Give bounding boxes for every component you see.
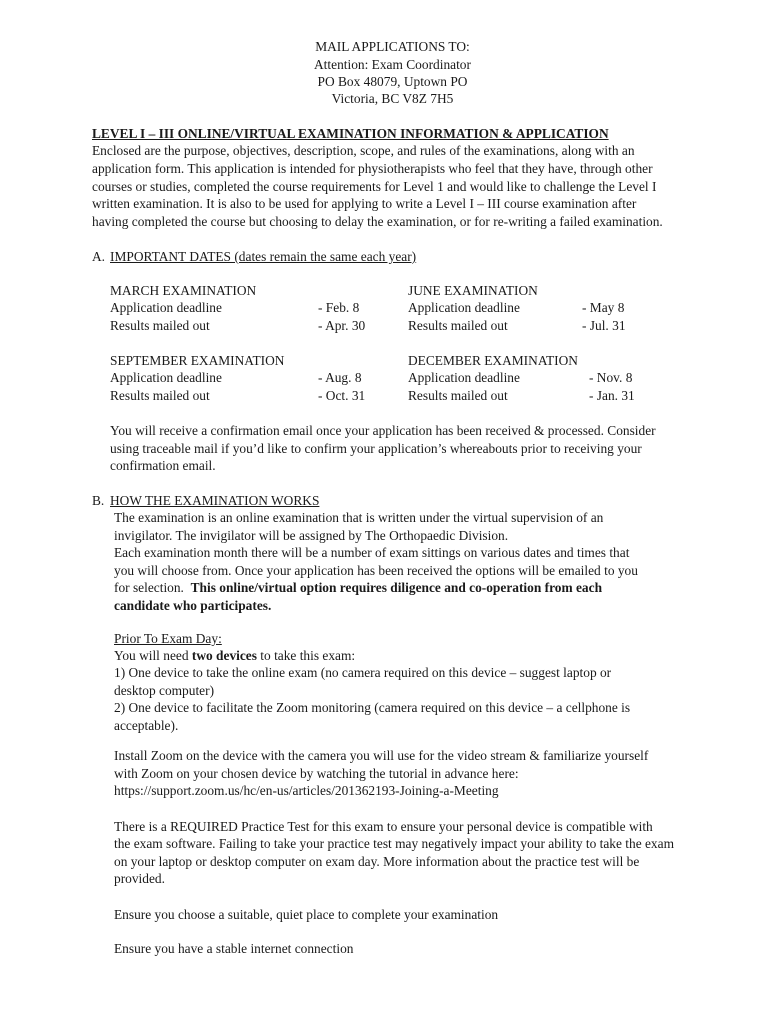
september-deadline-value: - Aug. 8 xyxy=(318,370,362,385)
practice-test-line: on your laptop or desktop computer on exam day. More information about the practice test will be xyxy=(114,854,640,869)
document-title: LEVEL I – III ONLINE/VIRTUAL EXAMINATION INFORMATION & APPLICATION xyxy=(92,126,609,141)
selection-line xyxy=(114,579,602,597)
device1-line: 1) One device to take the online exam (no camera required on this device – suggest laptop or xyxy=(114,665,612,680)
confirmation-line: using traceable mail if you’d like to confirm your application’s whereabouts prior to receiving your xyxy=(110,441,642,456)
september-deadline-label: Application deadline xyxy=(110,370,222,385)
june-title: JUNE EXAMINATION xyxy=(408,283,538,298)
practice-test-line: the exam software. Failing to take your practice test may negatively impact your ability to take the exam xyxy=(114,836,674,851)
diligence-note: This online/virtual option requires diligence and co-operation from each xyxy=(190,580,603,595)
prior-to-exam-heading: Prior To Exam Day: xyxy=(114,631,222,646)
june-results-label: Results mailed out xyxy=(408,318,508,333)
mail-heading: MAIL APPLICATIONS TO: xyxy=(315,39,470,54)
june-results-value: - Jul. 31 xyxy=(582,318,626,333)
devices-line xyxy=(114,647,355,665)
june-deadline-value: - May 8 xyxy=(582,300,625,315)
december-deadline-label: Application deadline xyxy=(408,370,520,385)
december-results-value: - Jan. 31 xyxy=(589,388,635,403)
internet-note: Ensure you have a stable internet connection xyxy=(114,941,354,956)
september-results-value: - Oct. 31 xyxy=(318,388,366,403)
quiet-place-note: Ensure you choose a suitable, quiet place to complete your examination xyxy=(114,907,499,922)
section-b-letter: B. xyxy=(92,493,105,508)
practice-test-line: There is a REQUIRED Practice Test for this exam to ensure your personal device is compatible with xyxy=(114,819,653,834)
confirmation-line: You will receive a confirmation email once your application has been received & processed. Consider xyxy=(110,423,656,438)
selection-text: for selection. xyxy=(114,580,191,595)
device2-line: 2) One device to facilitate the Zoom monitoring (camera required on this device – a cellphone is xyxy=(114,700,631,715)
intro-line: application form. This application is intended for physiotherapists who feel that they have, through other xyxy=(92,161,653,176)
intro-line: written examination. It is also to be used for applying to write a Level I – III course examination after xyxy=(92,196,637,211)
december-title: DECEMBER EXAMINATION xyxy=(408,353,578,368)
march-deadline-label: Application deadline xyxy=(110,300,222,315)
section-b-line: you will choose from. Once your application has been received the options will be emailed to you xyxy=(114,563,638,578)
intro-line: having completed the course but choosing to delay the examination, or for re-writing a failed examination. xyxy=(92,214,663,229)
december-deadline-value: - Nov. 8 xyxy=(589,370,633,385)
intro-line: courses or studies, completed the course requirements for Level 1 and would like to challenge the Level I xyxy=(92,179,657,194)
zoom-line: with Zoom on your chosen device by watching the tutorial in advance here: xyxy=(114,766,519,781)
zoom-line: Install Zoom on the device with the camera you will use for the video stream & familiarize yourself xyxy=(114,748,649,763)
march-results-label: Results mailed out xyxy=(110,318,210,333)
march-deadline-value: - Feb. 8 xyxy=(318,300,360,315)
section-b-heading: HOW THE EXAMINATION WORKS xyxy=(110,493,320,508)
device1-line: desktop computer) xyxy=(114,683,215,698)
june-deadline-label: Application deadline xyxy=(408,300,520,315)
mail-po-box: PO Box 48079, Uptown PO xyxy=(317,74,468,89)
september-title: SEPTEMBER EXAMINATION xyxy=(110,353,285,368)
section-b-line: The examination is an online examination that is written under the virtual supervision of an xyxy=(114,510,604,525)
section-b-line: invigilator. The invigilator will be assigned by The Orthopaedic Division. xyxy=(114,528,509,543)
diligence-note-continued: candidate who participates. xyxy=(114,598,272,613)
devices-post: to take this exam: xyxy=(256,648,356,663)
march-results-value: - Apr. 30 xyxy=(318,318,366,333)
device2-line: acceptable). xyxy=(114,718,179,733)
zoom-tutorial-link[interactable]: https://support.zoom.us/hc/en-us/articles/201362193-Joining-a-Meeting xyxy=(114,783,499,798)
mail-attention: Attention: Exam Coordinator xyxy=(314,57,471,72)
intro-line: Enclosed are the purpose, objectives, description, scope, and rules of the examinations, along with an xyxy=(92,143,635,158)
section-a-heading: IMPORTANT DATES (dates remain the same each year) xyxy=(110,249,417,264)
september-results-label: Results mailed out xyxy=(110,388,210,403)
confirmation-line: confirmation email. xyxy=(110,458,216,473)
devices-bold: two devices xyxy=(191,648,257,663)
section-a-letter: A. xyxy=(92,249,106,264)
section-b-line: Each examination month there will be a number of exam sittings on various dates and times that xyxy=(114,545,630,560)
march-title: MARCH EXAMINATION xyxy=(110,283,257,298)
devices-pre: You will need xyxy=(114,648,192,663)
mail-city: Victoria, BC V8Z 7H5 xyxy=(331,91,454,106)
december-results-label: Results mailed out xyxy=(408,388,508,403)
practice-test-line: provided. xyxy=(114,871,165,886)
